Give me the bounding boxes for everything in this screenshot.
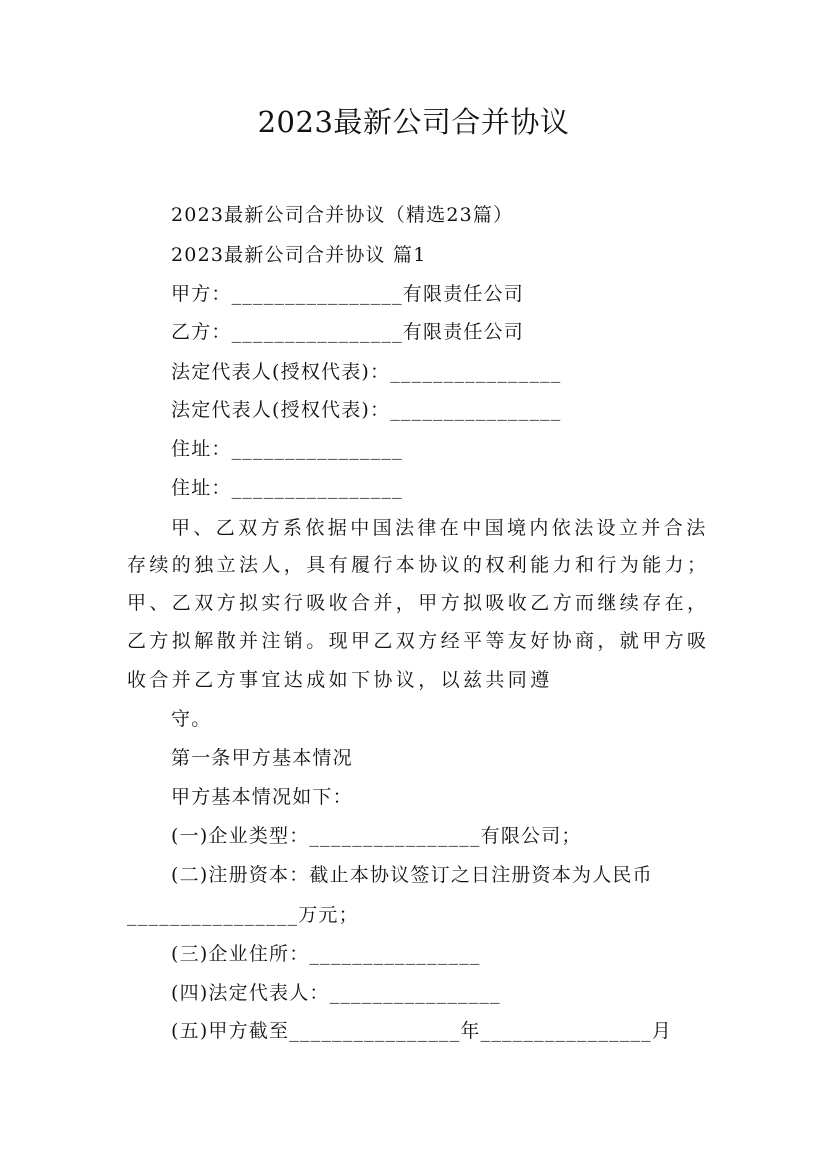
representative-a-line: 法定代表人(授权代表)：________________ bbox=[171, 361, 562, 383]
item-enterprise-address: (三)企业住所：________________ bbox=[171, 943, 481, 965]
article-heading: 第一条甲方基本情况 bbox=[171, 747, 353, 769]
address-b-line: 住址：________________ bbox=[171, 477, 403, 499]
item-legal-representative: (四)法定代表人：________________ bbox=[171, 982, 501, 1004]
article-intro: 甲方基本情况如下： bbox=[171, 786, 353, 808]
section-heading: 2023最新公司合并协议 篇1 bbox=[171, 244, 427, 266]
item-date-line: (五)甲方截至________________年________________月 bbox=[171, 1020, 673, 1042]
representative-b-line: 法定代表人(授权代表)：________________ bbox=[171, 399, 562, 421]
registered-capital-continuation: ________________万元； bbox=[127, 904, 359, 926]
document-title: 2023最新公司合并协议 bbox=[257, 105, 570, 139]
paragraph-line: 甲、乙双方拟实行吸收合并，甲方拟吸收乙方而继续存在， bbox=[127, 592, 710, 614]
item-enterprise-type: (一)企业类型：________________有限公司； bbox=[171, 825, 582, 847]
party-a-line: 甲方：________________有限责任公司 bbox=[171, 283, 525, 305]
paragraph-line: 乙方拟解散并注销。现甲乙双方经平等友好协商，就甲方吸 bbox=[127, 630, 710, 652]
subtitle-line: 2023最新公司合并协议（精选23篇） bbox=[171, 204, 514, 226]
paragraph-line: 甲、乙双方系依据中国法律在中国境内依法设立并合法 bbox=[171, 517, 709, 539]
paragraph-line: 存续的独立法人，具有履行本协议的权利能力和行为能力； bbox=[127, 554, 710, 576]
party-b-line: 乙方：________________有限责任公司 bbox=[171, 321, 525, 343]
paragraph-line: 收合并乙方事宜达成如下协议，以兹共同遵 bbox=[127, 669, 553, 691]
paragraph-end-line: 守。 bbox=[171, 708, 212, 730]
address-a-line: 住址：________________ bbox=[171, 438, 403, 460]
item-registered-capital: (二)注册资本：截止本协议签订之日注册资本为人民币 bbox=[171, 864, 653, 886]
